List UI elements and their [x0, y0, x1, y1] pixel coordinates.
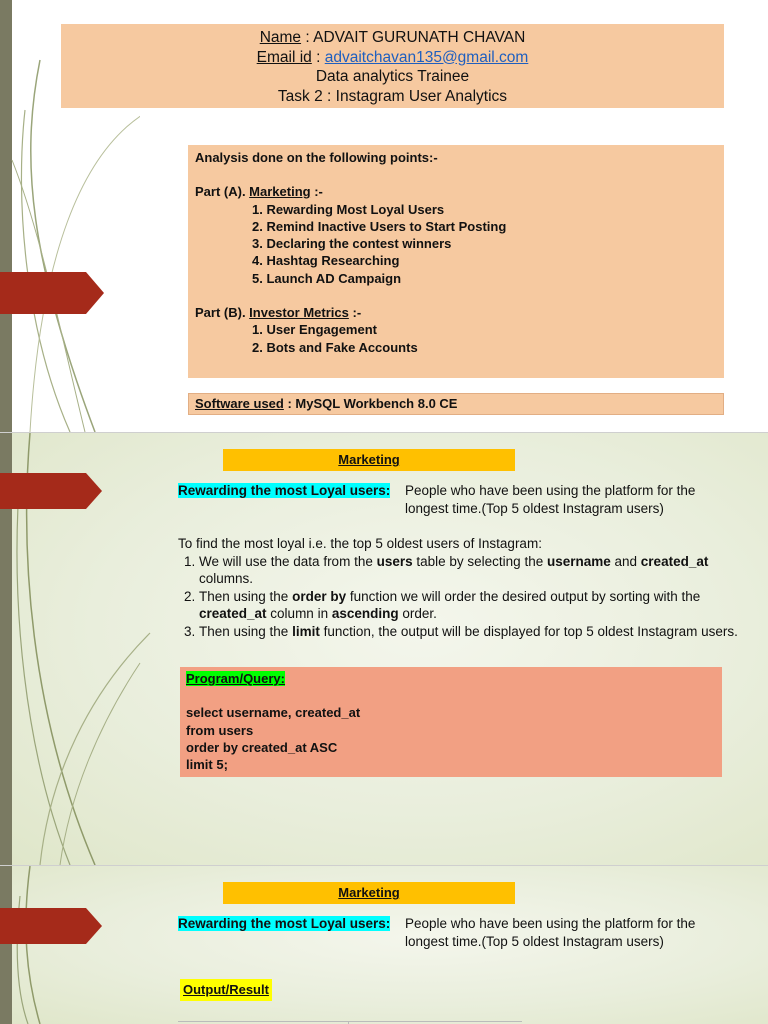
part-a-item: 2. Remind Inactive Users to Start Posting [252, 218, 507, 234]
topic-description: People who have been using the platform for the longest time.(Top 5 oldest Instagram users) [405, 916, 696, 949]
step-item: 3. Then using the limit function, the output will be displayed for top 5 oldest Instagram users. [199, 623, 738, 641]
part-a-item: 4. Hashtag Researching [252, 253, 400, 269]
result-table-edge [178, 1021, 522, 1022]
part-b-item: 1. User Engagement [252, 322, 377, 338]
query-line: select username, created_at [186, 705, 361, 721]
output-label: Output/Result [180, 979, 272, 1001]
analysis-intro: Analysis done on the following points:- [195, 150, 438, 165]
name-line: Name : ADVAIT GURUNATH CHAVAN [259, 29, 526, 46]
section-heading: Marketing [223, 882, 515, 904]
topic-label: Rewarding the most Loyal users: [178, 916, 391, 931]
role-line: Data analytics Trainee [315, 68, 470, 85]
slide-marketing-query [0, 433, 768, 865]
section-heading: Marketing [223, 449, 515, 471]
topic-description: People who have been using the platform for the longest time.(Top 5 oldest Instagram users) [405, 483, 696, 516]
analysis-box [188, 145, 724, 378]
email-link[interactable]: advaitchavan135@gmail.com [324, 48, 529, 66]
query-line: order by created_at ASC [186, 739, 338, 755]
steps-list [178, 553, 738, 641]
software-box: Software used : MySQL Workbench 8.0 CE [188, 393, 724, 415]
email-line: Email id : advaitchavan135@gmail.com [256, 48, 529, 66]
topic-label: Rewarding the most Loyal users: [178, 483, 391, 498]
task-line: Task 2 : Instagram User Analytics [277, 87, 508, 105]
step-item: 2. Then using the order by function we will order the desired output by sorting with the created_at column in ascending order. [199, 588, 738, 623]
step-item: 1. We will use the data from the users table by selecting the username and created_at columns. [199, 553, 738, 588]
slide-marketing-output [0, 866, 768, 1024]
query-box [180, 667, 722, 777]
steps-intro: To find the most loyal i.e. the top 5 oldest users of Instagram: [178, 536, 542, 551]
part-b-heading: Part (B). Investor Metrics :- [195, 305, 362, 321]
query-line: from users [186, 722, 254, 738]
part-a-item: 3. Declaring the contest winners [252, 236, 452, 252]
part-a-item: 1. Rewarding Most Loyal Users [252, 201, 445, 217]
steps-block [178, 535, 738, 640]
query-label: Program/Query: [186, 671, 285, 686]
header-box [61, 24, 724, 108]
part-a-item: 5. Launch AD Campaign [252, 270, 402, 286]
arrow-tab [0, 272, 104, 314]
arrow-tab [0, 908, 104, 950]
slide-title [0, 0, 768, 432]
part-a-heading: Part (A). Marketing :- [195, 184, 323, 200]
part-b-item: 2. Bots and Fake Accounts [252, 339, 418, 355]
query-line: limit 5; [186, 757, 228, 773]
arrow-tab [0, 473, 104, 515]
